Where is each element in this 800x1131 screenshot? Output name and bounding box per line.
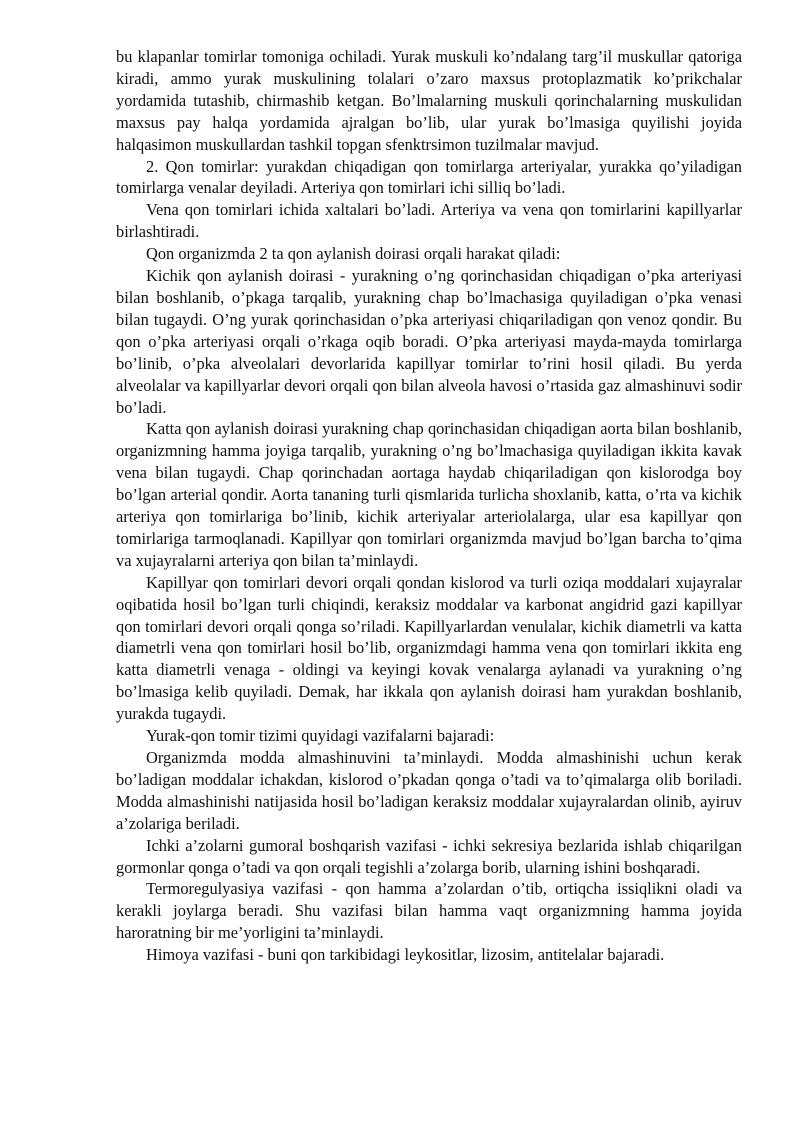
paragraph-humoral-regulation: Ichki a’zolarni gumoral boshqarish vazifasi - ichki sekresiya bezlarida ishlab chiqarilgan gormonlar qonga o’tadi va qon orqali tegishli a’zolarga borib, ularning ishini boshqaradi. xyxy=(116,835,742,877)
paragraph-protection: Himoya vazifasi - buni qon tarkibidagi leykositlar, lizosim, antitelalar bajaradi. xyxy=(146,945,665,965)
paragraph-continuation: bu klapanlar tomirlar tomoniga ochiladi. Yurak muskuli ko’ndalang targ’il muskullar qatoriga kiradi, ammo yurak muskulining tolalari o’zaro maxsus protoplazmatik ko’prikchalar yordamida tutashib, chirmashib ketgan. Bo’lmalarning muskuli qorinchalarning muskulidan maxsus pay halqa yordamida ajralgan bo’lib, ular yurak bo’lmasiga quyilishi joyida halqasimon muskullardan tashkil topgan sfenktrsimon tuzilmalar mavjud. xyxy=(116,47,742,154)
paragraph-metabolism: Organizmda modda almashinuvini ta’minlaydi. Modda almashinishi uchun kerak bo’ladigan moddalar ichakdan, kislorod o’pkadan qonga o’tadi va to’qimalarga olib boriladi. Modda almashinishi natijasida hosil bo’ladigan keraksiz moddalar xujayralardan olinib, ayiruv a’zolariga beriladi. xyxy=(116,748,742,833)
paragraph-circulation-intro: Qon organizmda 2 ta qon aylanish doirasi orqali harakat qiladi: xyxy=(146,244,561,264)
document-page xyxy=(116,46,742,966)
paragraph-blood-vessels: 2. Qon tomirlar: yurakdan chiqadigan qon tomirlarga arteriyalar, yurakka qo’yiladigan tomirlarga venalar deyiladi. Arteriya qon tomirlari ichi silliq bo’ladi. xyxy=(116,156,742,198)
paragraph-veins: Vena qon tomirlari ichida xaltalari bo’ladi. Arteriya va vena qon tomirlarini kapillyarlar birlashtiradi. xyxy=(116,200,742,242)
paragraph-systemic-circulation: Katta qon aylanish doirasi yurakning chap qorinchasidan chiqadigan aorta bilan boshlanib, organizmning hamma joyiga tarqalib, yurakning o’ng bo’lmachasiga quyiladigan ikkita kavak vena bilan tugaydi. Chap qorinchadan aortaga haydab chiqariladigan qon kislorodga boy bo’lgan arterial qondir. Aorta tananing turli qismlarida turlicha shoxlanib, katta, o’rta va kichik arteriya qon tomirlariga bo’linib, kichik arteriyalar arteriolalarga, ular esa kapillyar qon tomirlariga tarmoqlanadi. Kapillyar qon tomirlari organizmda mavjud bo’lgan barcha to’qima va xujayralarni arteriya qon bilan ta’minlaydi. xyxy=(116,419,742,570)
paragraph-capillaries: Kapillyar qon tomirlari devori orqali qondan kislorod va turli oziqa moddalari xujayralar oqibatida hosil bo’lgan turli chiqindi, keraksiz moddalar va karbonat angidrid gazi kapillyar qon tomirlari devori orqali qonga so’riladi. Kapillyarlardan venulalar, kichik diametrli va katta diametrli vena qon tomirlari hosil bo’lib, organizmdagi hamma vena qon tomirlari ikkita eng katta diametrli venaga - oldingi va keyingi kovak venalarga aylanadi va yurakning o’ng bo’lmasiga kelib quyiladi. Demak, har ikkala qon aylanish doirasi ham yurakdan boshlanib, yurakda tugaydi. xyxy=(116,572,742,724)
paragraph-functions-intro: Yurak-qon tomir tizimi quyidagi vazifalarni bajaradi: xyxy=(146,726,495,746)
paragraph-pulmonary-circulation: Kichik qon aylanish doirasi - yurakning o’ng qorinchasidan chiqadigan o’pka arteriyasi bilan boshlanib, o’pkaga tarqalib, yurakning chap bo’lmachasiga quyiladigan o’pka venasi bilan tugaydi. O’ng yurak qorinchasidan o’pka arteriyasi chiqariladigan qon venoz qondir. Bu qon o’pka arteriyasi orqali o’rkaga oqib boradi. O’pka arteriyasi mayda-mayda tomirlarga bo’linib, o’pka alveolalari devorlarida kapillyar tomirlar to’rini hosil qiladi. Bu yerda alveolalar va kapillyarlar devori orqali qon bilan alveola havosi o’rtasida gaz almashinuvi sodir bo’ladi. xyxy=(116,266,742,417)
paragraph-thermoregulation: Termoregulyasiya vazifasi - qon hamma a’zolardan o’tib, ortiqcha issiqlikni oladi va kerakli joylarga beradi. Shu vazifasi bilan hamma vaqt organizmning hamma joyida haroratning bir me’yorligini ta’minlaydi. xyxy=(116,879,742,943)
